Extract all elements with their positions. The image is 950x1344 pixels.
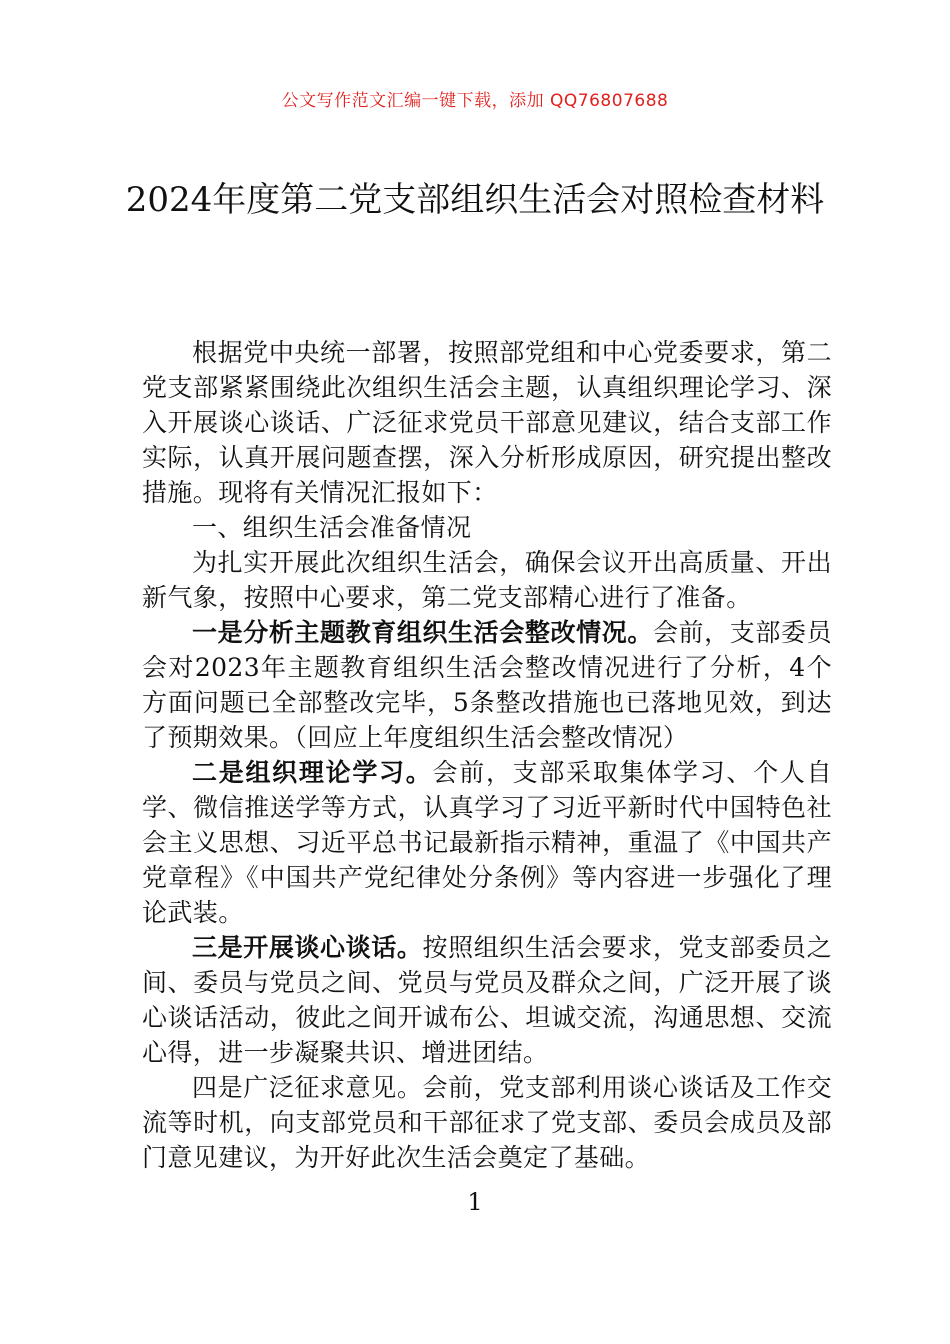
paragraph-lead: 一是分析主题教育组织生活会整改情况。	[192, 618, 653, 647]
paragraph-lead: 二是组织理论学习。	[192, 758, 433, 787]
section-heading	[142, 510, 832, 545]
paragraph-text: 为扎实开展此次组织生活会，确保会议开出高质量、开出新气象，按照中心要求，第二党支部精心进行了准备。	[142, 548, 832, 612]
paragraph-preparation	[142, 545, 832, 615]
paragraph-item-1	[142, 615, 832, 755]
page-number: 1	[467, 1188, 483, 1216]
paragraph-item-3	[142, 930, 832, 1070]
paragraph-text: 根据党中央统一部署，按照部党组和中心党委要求，第二党支部紧紧围绕此次组织生活会主题，认真组织理论学习、深入开展谈心谈话、广泛征求党员干部意见建议，结合支部工作实际，认真开展问题查摆，深入分析形成原因，研究提出整改措施。现将有关情况汇报如下：	[142, 338, 832, 507]
paragraph-item-4	[142, 1070, 832, 1175]
paragraph-intro	[142, 335, 832, 510]
paragraph-text: 一、组织生活会准备情况	[192, 513, 472, 542]
paragraph-item-2	[142, 755, 832, 930]
paragraph-text: 会前，支部委员会对2023年主题教育组织生活会整改情况进行了分析，4个方面问题已全部整改完毕，5条整改措施也已落地见效，到达了预期效果。（回应上年度组织生活会整改情况）	[142, 618, 832, 752]
paragraph-text: 按照组织生活会要求，党支部委员之间、委员与党员之间、党员与党员及群众之间，广泛开展了谈心谈话活动，彼此之间开诚布公、坦诚交流，沟通思想、交流心得，进一步凝聚共识、增进团结。	[142, 933, 833, 1067]
paragraph-text: 四是广泛征求意见。会前，党支部利用谈心谈话及工作交流等时机，向支部党员和干部征求了党支部、委员会成员及部门意见建议，为开好此次生活会奠定了基础。	[142, 1073, 832, 1172]
document-body	[142, 335, 832, 1175]
document-title: 2024年度第二党支部组织生活会对照检查材料	[125, 180, 825, 220]
paragraph-text: 会前，支部采取集体学习、个人自学、微信推送学等方式，认真学习了习近平新时代中国特色社会主义思想、习近平总书记最新指示精神，重温了《中国共产党章程》《中国共产党纪律处分条例》等内容进一步强化了理论武装。	[142, 758, 832, 927]
paragraph-lead: 三是开展谈心谈话。	[192, 933, 423, 962]
download-notice: 公文写作范文汇编一键下载，添加 QQ76807688	[281, 91, 669, 111]
